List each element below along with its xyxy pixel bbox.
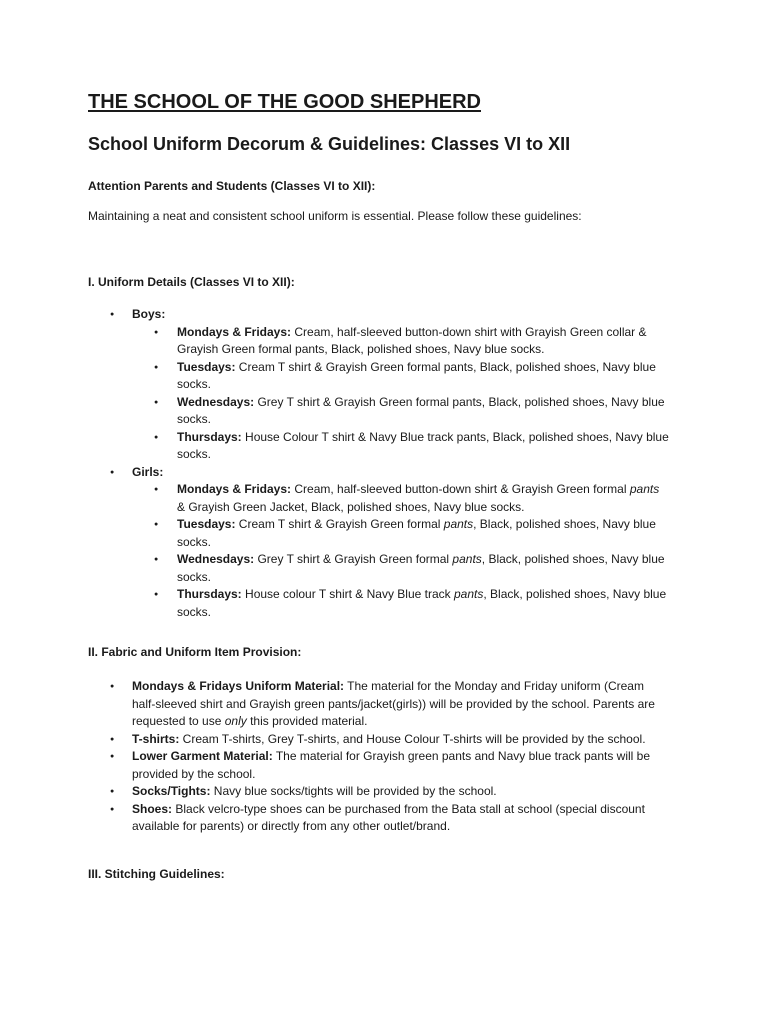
girls-label: Girls: [132, 464, 164, 479]
day-label: Thursdays: [177, 587, 242, 601]
document-subtitle: School Uniform Decorum & Guidelines: Classes VI to XII [88, 134, 571, 154]
list-item [154, 394, 670, 429]
item-text: House Colour T shirt & Navy Blue track pants, Black, polished shoes, Navy blue socks. [177, 429, 669, 461]
item-label: Mondays & Fridays Uniform Material: [132, 679, 345, 693]
item-text: Grey T shirt & Grayish Green formal pants, Black, polished shoes, Navy blue socks. [177, 394, 665, 426]
item-text: this provided material. [246, 714, 368, 728]
item-text: Black velcro-type shoes can be purchased from the Bata stall at school (special discount available for parents) or directly from any other outlet/brand. [132, 801, 645, 833]
document-title: THE SCHOOL OF THE GOOD SHEPHERD [88, 91, 481, 113]
day-label: Mondays & Fridays: [177, 324, 292, 339]
item-label: Lower Garment Material: [132, 749, 273, 763]
item-emphasis: pants [443, 517, 474, 531]
item-emphasis: only [224, 714, 247, 728]
item-text: Cream T shirt & Grayish Green formal pants, Black, polished shoes, Navy blue socks. [177, 359, 656, 391]
boys-category [110, 306, 670, 464]
day-label: Wednesdays: [177, 552, 255, 566]
list-item [154, 586, 670, 621]
item-text: , Black, polished shoes, Navy blue socks. [177, 517, 656, 549]
list-item [110, 801, 655, 836]
day-label: Tuesdays: [177, 359, 236, 374]
list-item [154, 429, 670, 464]
list-item [110, 783, 655, 801]
attention-line: Attention Parents and Students (Classes VI to XII): [88, 179, 376, 193]
item-emphasis: pants [454, 587, 484, 601]
uniform-details-list [110, 306, 670, 621]
section-3-heading: III. Stitching Guidelines: [88, 867, 225, 881]
item-text: House colour T shirt & Navy Blue track [241, 587, 454, 601]
item-text: & Grayish Green Jacket, Black, polished shoes, Navy blue socks. [177, 499, 525, 514]
boys-day-list [154, 324, 670, 464]
list-item [154, 551, 670, 586]
item-label: Shoes: [132, 801, 173, 816]
item-text: Grey T shirt & Grayish Green formal [254, 552, 453, 566]
list-item [110, 731, 655, 749]
item-emphasis: pants [629, 482, 660, 496]
list-item [154, 516, 670, 551]
girls-category [110, 464, 670, 622]
list-item [110, 678, 655, 731]
item-emphasis: pants [452, 552, 482, 566]
item-text: , Black, polished shoes, Navy blue socks. [177, 552, 665, 584]
item-text: The material for the Monday and Friday uniform (Cream half-sleeved shirt and Grayish green pants/jacket(girls)) will be provided by the school. Parents are requested to use [132, 679, 655, 728]
boys-label: Boys: [132, 307, 166, 321]
list-item [154, 359, 670, 394]
item-text: Cream T-shirts, Grey T-shirts, and House Colour T-shirts will be provided by the school. [179, 731, 646, 746]
item-text: , Black, polished shoes, Navy blue socks. [177, 587, 667, 619]
list-item [110, 748, 655, 783]
item-text: Cream, half-sleeved button-down shirt & Grayish Green formal [291, 482, 630, 496]
day-label: Tuesdays: [177, 517, 236, 531]
provision-list [110, 678, 655, 836]
item-text: Cream T shirt & Grayish Green formal [235, 517, 444, 531]
day-label: Mondays & Fridays: [177, 482, 292, 496]
item-label: T-shirts: [132, 731, 180, 746]
day-label: Thursdays: [177, 429, 242, 444]
item-text: Navy blue socks/tights will be provided by the school. [210, 784, 497, 798]
list-item [154, 481, 670, 516]
item-text: The material for Grayish green pants and Navy blue track pants will be provided by the school. [132, 749, 650, 781]
day-label: Wednesdays: [177, 394, 255, 409]
section-2-heading: II. Fabric and Uniform Item Provision: [88, 645, 302, 659]
item-text: Cream, half-sleeved button-down shirt with Grayish Green collar & Grayish Green formal pants, Black, polished shoes, Navy blue socks. [177, 324, 647, 356]
list-item [154, 324, 670, 359]
item-label: Socks/Tights: [132, 784, 211, 798]
girls-day-list [154, 481, 670, 621]
intro-paragraph: Maintaining a neat and consistent school uniform is essential. Please follow these guidelines: [88, 209, 582, 223]
section-1-heading: I. Uniform Details (Classes VI to XII): [88, 275, 295, 289]
